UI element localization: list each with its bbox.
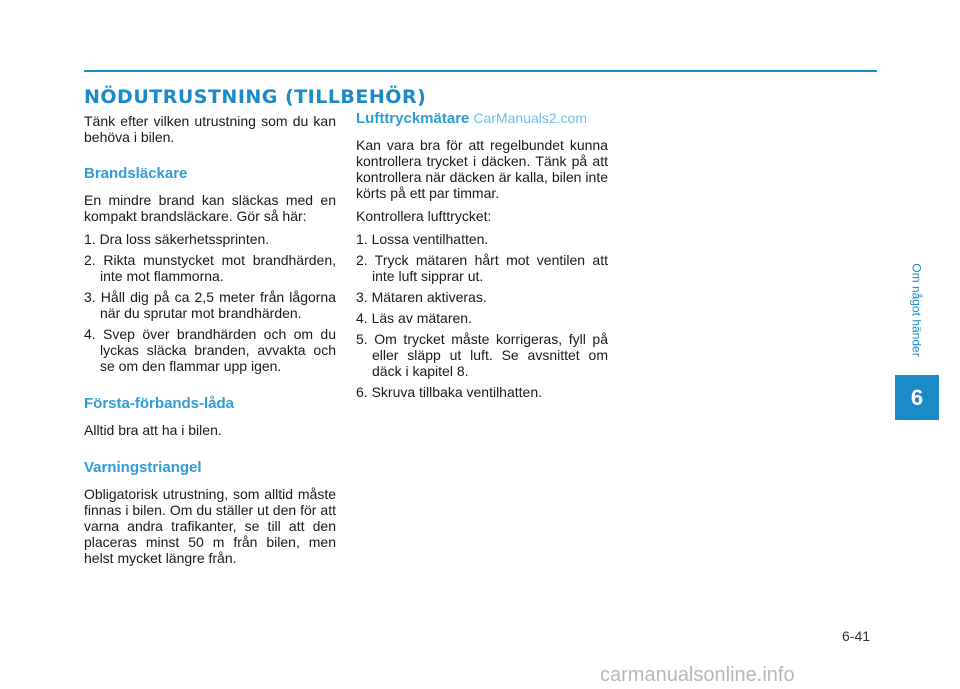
right-column	[356, 110, 608, 407]
page-title: NÖDUTRUSTNING (TILLBEHÖR)	[84, 86, 427, 108]
forsta-forband-text: Alltid bra att ha i bilen.	[84, 422, 222, 438]
side-tab	[895, 245, 939, 375]
list-item: 1. Lossa ventilhatten.	[356, 231, 489, 247]
brandslackare-steps	[84, 231, 336, 374]
list-item: 4. Svep över brandhärden och om du lyckas släcka branden, avvakta och se om den flammar upp igen.	[84, 326, 336, 374]
section-title-lufttryckmatare	[356, 109, 608, 128]
varningstriangel-text: Obligatorisk utrustning, som alltid måste finnas i bilen. Om du ställer ut den för att varna andra trafikanter, se till att den placeras minst 50 m från bilen, men helst mycket längre från.	[84, 486, 336, 566]
list-item: 3. Håll dig på ca 2,5 meter från lågorna när du sprutar mot brandhärden.	[84, 289, 336, 321]
brandslackare-intro: En mindre brand kan släckas med en kompakt brandsläckare. Gör så här:	[84, 192, 336, 224]
intro-text: Tänk efter vilken utrustning som du kan behöva i bilen.	[84, 113, 336, 145]
section-title-varningstriangel: Varningstriangel	[84, 459, 202, 476]
lufttryckmatare-title: Lufttryckmätare	[356, 110, 470, 127]
chapter-number-badge: 6	[895, 375, 939, 420]
list-item: 4. Läs av mätaren.	[356, 310, 472, 326]
side-tab-label: Om något händer	[910, 263, 924, 357]
list-item: 3. Mätaren aktiveras.	[356, 289, 487, 305]
lufttryckmatare-steps	[356, 231, 608, 400]
section-title-brandslackare: Brandsläckare	[84, 165, 188, 182]
list-item: 2. Tryck mätaren hårt mot ventilen att inte luft sipprar ut.	[356, 252, 608, 284]
lufttryckmatare-steps-intro: Kontrollera lufttrycket:	[356, 208, 492, 224]
section-title-forsta-forband: Första-förbands-låda	[84, 395, 235, 412]
list-item: 6. Skruva tillbaka ventilhatten.	[356, 384, 542, 400]
left-column	[84, 113, 336, 573]
footer-watermark: carmanualsonline.info	[600, 664, 795, 686]
page-number: 6-41	[842, 628, 871, 644]
top-rule	[84, 70, 877, 72]
watermark-text: CarManuals2.com	[473, 110, 587, 126]
list-item: 1. Dra loss säkerhetssprinten.	[84, 231, 270, 247]
list-item: 2. Rikta munstycket mot brandhärden, inte mot flammorna.	[84, 252, 336, 284]
list-item: 5. Om trycket måste korrigeras, fyll på eller släpp ut luft. Se avsnittet om däck i kapitel 8.	[356, 331, 608, 379]
lufttryckmatare-intro: Kan vara bra för att regelbundet kunna kontrollera trycket i däcken. Tänk på att kontrollera när däcken är kalla, bilen inte körts på ett par timmar.	[356, 137, 608, 201]
